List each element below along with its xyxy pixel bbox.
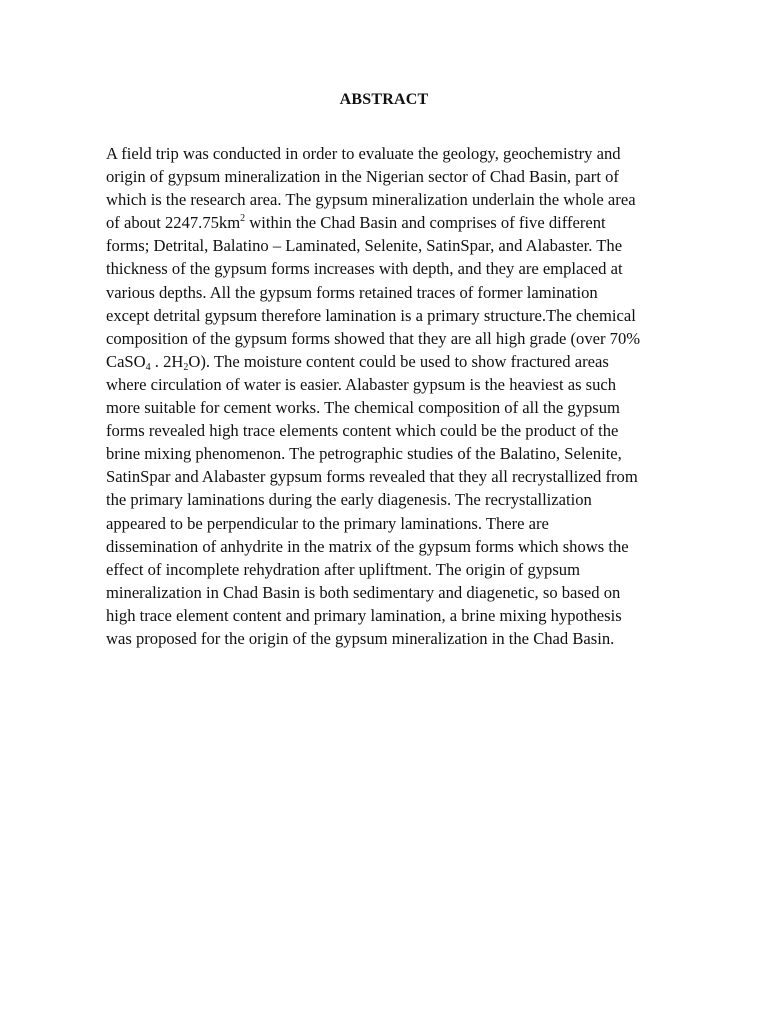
abstract-line: more suitable for cement works. The chemical composition of all the gypsum — [106, 398, 620, 418]
abstract-line: high trace element content and primary lamination, a brine mixing hypothesis — [106, 605, 622, 625]
superscript: 2 — [240, 213, 246, 225]
abstract-line — [106, 211, 676, 234]
abstract-line: forms; Detrital, Balatino – Laminated, Selenite, SatinSpar, and Alabaster. The — [106, 236, 623, 256]
abstract-line: various depths. All the gypsum forms retained traces of former lamination — [106, 282, 598, 302]
abstract-line: brine mixing phenomenon. The petrographic studies of the Balatino, Selenite, — [106, 444, 622, 464]
abstract-line: where circulation of water is easier. Alabaster gypsum is the heaviest as such — [106, 374, 617, 394]
line-segment: O). The moisture content could be used to show fractured areas — [188, 351, 609, 371]
abstract-line: the primary laminations during the early diagenesis. The recrystallization — [106, 490, 592, 510]
line-segment: . 2H — [150, 351, 184, 371]
abstract-line: thickness of the gypsum forms increases with depth, and they are emplaced at — [106, 259, 623, 279]
subscript: 2 — [183, 361, 189, 373]
abstract-heading: ABSTRACT — [339, 91, 429, 108]
abstract-line: except detrital gypsum therefore lamination is a primary structure.The chemical — [106, 305, 636, 325]
line-segment: CaSO — [106, 351, 146, 371]
abstract-line: was proposed for the origin of the gypsum mineralization in the Chad Basin. — [106, 628, 615, 648]
abstract-line: which is the research area. The gypsum mineralization underlain the whole area — [106, 190, 636, 210]
abstract-line: A field trip was conducted in order to evaluate the geology, geochemistry and — [106, 144, 621, 163]
line-segment: within the Chad Basin and comprises of five different — [245, 213, 606, 233]
abstract-line: appeared to be perpendicular to the primary laminations. There are — [106, 513, 549, 533]
abstract-line: SatinSpar and Alabaster gypsum forms revealed that they all recrystallized from — [106, 467, 638, 487]
line-segment: of about 2247.75km — [106, 213, 241, 233]
abstract-line — [106, 350, 676, 373]
abstract-line: dissemination of anhydrite in the matrix of the gypsum forms which shows the — [106, 536, 629, 556]
abstract-line: forms revealed high trace elements content which could be the product of the — [106, 421, 619, 441]
abstract-line: composition of the gypsum forms showed that they are all high grade (over 70% — [106, 328, 641, 348]
abstract-line: effect of incomplete rehydration after upliftment. The origin of gypsum — [106, 559, 581, 579]
abstract-body — [106, 142, 676, 650]
subscript: 4 — [145, 361, 151, 373]
abstract-line: mineralization in Chad Basin is both sedimentary and diagenetic, so based on — [106, 582, 621, 602]
abstract-line: origin of gypsum mineralization in the Nigerian sector of Chad Basin, part of — [106, 167, 619, 187]
